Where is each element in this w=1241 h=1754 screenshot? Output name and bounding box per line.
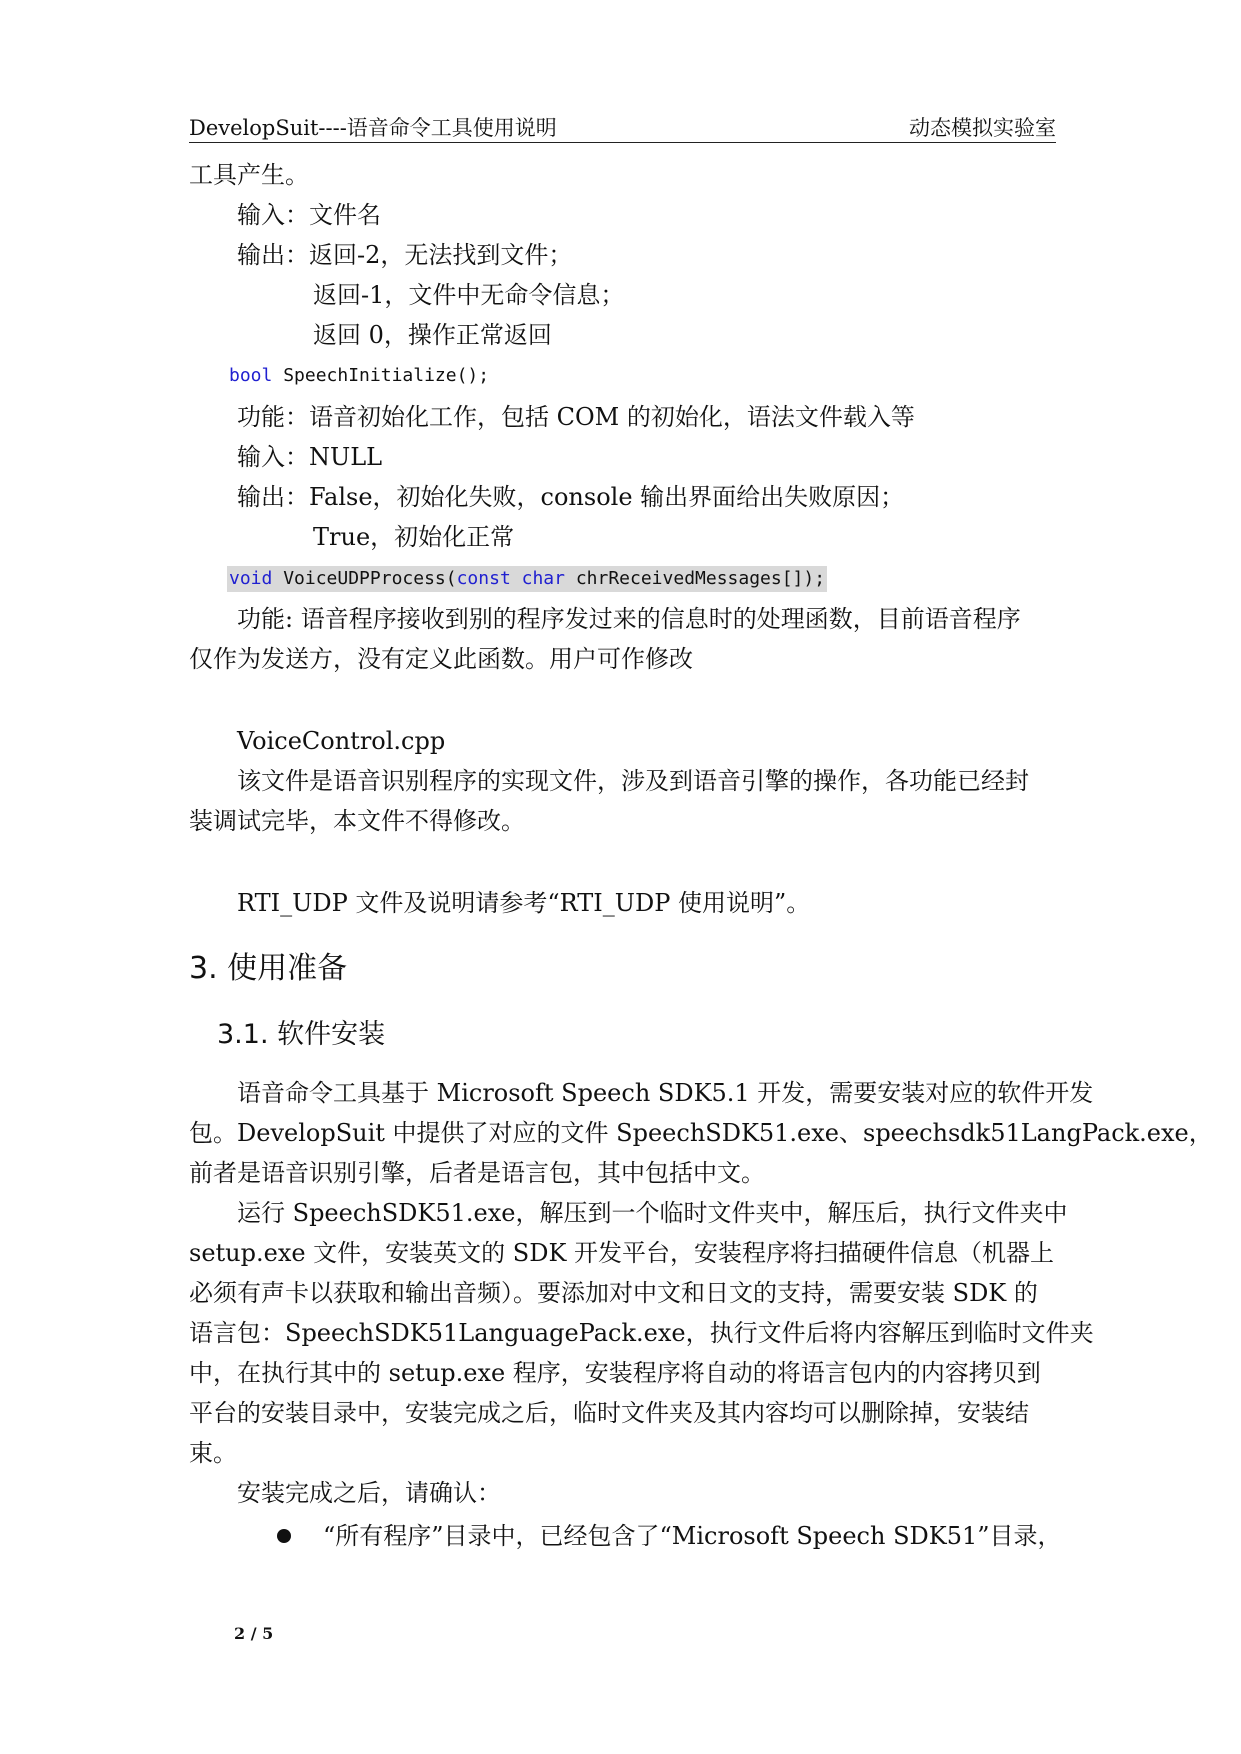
text-line: 运行 SpeechSDK51.exe，解压到一个临时文件夹中，解压后，执行文件夹中 bbox=[237, 1199, 1068, 1227]
code-text: chrReceivedMessages[]); bbox=[564, 568, 826, 589]
text-line: 必须有声卡以获取和输出音频）。要添加对中文和日文的支持，需要安装 SDK 的 bbox=[189, 1279, 1038, 1307]
text-line: 该文件是语音识别程序的实现文件，涉及到语音引擎的操作，各功能已经封 bbox=[237, 767, 1029, 795]
text-line: 仅作为发送方，没有定义此函数。用户可作修改 bbox=[189, 645, 693, 673]
header-lab-name: 动态模拟实验室 bbox=[909, 116, 1056, 140]
text-line: 安装完成之后，请确认： bbox=[237, 1479, 501, 1507]
code-text: SpeechInitialize(); bbox=[272, 365, 490, 386]
subsection-heading: 3.1. 软件安装 bbox=[217, 1019, 386, 1050]
bullet-icon bbox=[277, 1529, 291, 1543]
text-line: 输入：NULL bbox=[237, 443, 383, 471]
page-number: 2 / 5 bbox=[234, 1624, 274, 1643]
code-keyword: char bbox=[521, 568, 565, 589]
text-line: 功能：语音初始化工作，包括 COM 的初始化，语法文件载入等 bbox=[237, 403, 915, 431]
section-heading: 3. 使用准备 bbox=[189, 951, 348, 986]
text-line: VoiceControl.cpp bbox=[237, 727, 446, 755]
bullet-item: “所有程序”目录中，已经包含了“Microsoft Speech SDK51”目录， bbox=[323, 1522, 1062, 1550]
text-line: 返回 0，操作正常返回 bbox=[313, 321, 552, 349]
text-line: 束。 bbox=[189, 1439, 237, 1467]
text-line: 语言包：SpeechSDK51LanguagePack.exe，执行文件后将内容解压到临时文件夹 bbox=[189, 1319, 1094, 1347]
text-line: 输出：False，初始化失败，console 输出界面给出失败原因； bbox=[237, 483, 905, 511]
text-line: True，初始化正常 bbox=[313, 523, 515, 551]
code-speech-initialize bbox=[227, 363, 491, 389]
text-line: 工具产生。 bbox=[189, 161, 309, 189]
text-line: 平台的安装目录中，安装完成之后，临时文件夹及其内容均可以删除掉，安装结 bbox=[189, 1399, 1029, 1427]
text-line: 功能: 语音程序接收到别的程序发过来的信息时的处理函数，目前语音程序 bbox=[237, 605, 1021, 633]
text-line: 语音命令工具基于 Microsoft Speech SDK5.1 开发，需要安装对应的软件开发 bbox=[237, 1079, 1094, 1107]
code-text: VoiceUDPProcess( bbox=[272, 568, 457, 589]
text-line: 装调试完毕，本文件不得修改。 bbox=[189, 807, 525, 835]
text-line: 输出：返回-2，无法找到文件； bbox=[237, 241, 573, 269]
text-line: 输入：文件名 bbox=[237, 201, 381, 229]
text-line: 包。DevelopSuit 中提供了对应的文件 SpeechSDK51.exe、speechsdk51LangPack.exe， bbox=[189, 1119, 1213, 1147]
header-title: DevelopSuit----语音命令工具使用说明 bbox=[189, 116, 557, 140]
code-keyword: bool bbox=[229, 365, 273, 386]
text-line: 前者是语音识别引擎，后者是语言包，其中包括中文。 bbox=[189, 1159, 765, 1187]
code-keyword: void bbox=[229, 568, 273, 589]
text-line: 中，在执行其中的 setup.exe 程序，安装程序将自动的将语言包内的内容拷贝到 bbox=[189, 1359, 1041, 1387]
text-line: 返回-1，文件中无命令信息； bbox=[313, 281, 625, 309]
page-header bbox=[189, 114, 1056, 143]
code-text bbox=[511, 568, 522, 589]
text-line: RTI_UDP 文件及说明请参考“RTI_UDP 使用说明”。 bbox=[237, 889, 811, 917]
text-line: setup.exe 文件，安装英文的 SDK 开发平台，安装程序将扫描硬件信息（机器上 bbox=[189, 1239, 1055, 1267]
code-keyword: const bbox=[456, 568, 511, 589]
code-voice-udp-process bbox=[227, 566, 827, 592]
